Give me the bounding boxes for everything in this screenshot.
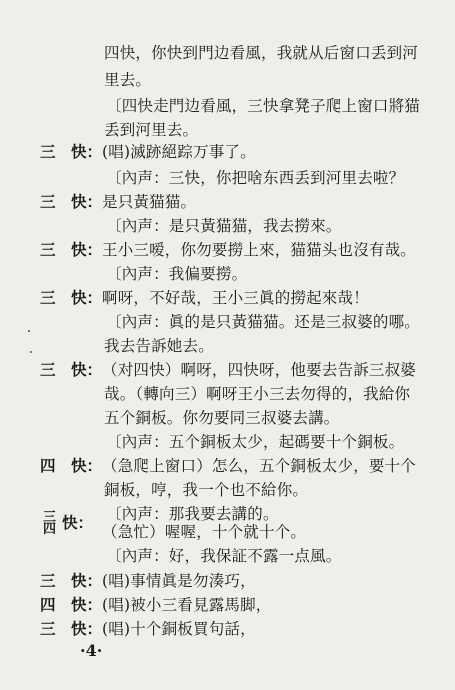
stage-direction: 〔內声：五个銅板太少，起碼要十个銅板。 [106, 433, 405, 451]
speaker-label: 三 快： [40, 571, 103, 590]
speaker-label: 三 快： [40, 288, 103, 307]
scan-speck [30, 351, 32, 353]
dialogue-text: 王小三嗳，你勿要撈上來，猫猫头也沒有哉。 [102, 241, 417, 259]
stacked-speaker-bottom: 四 [43, 522, 57, 537]
dialogue-text: 是只黃猫猫。 [102, 193, 197, 211]
speaker-label: 三 快： [40, 142, 103, 161]
stage-direction: 〔內声：我偏要撈。 [106, 265, 248, 283]
dialogue-text: (唱)滅跡絕踪万事了。 [102, 143, 256, 161]
dialogue-text: 我去告訴她去。 [104, 337, 214, 355]
speaker-label: 三 快： [40, 240, 103, 259]
speaker-label: 三 快： [40, 619, 103, 638]
stage-direction: 〔四快走門边看風，三快拿凳子爬上窗口將猫 [106, 97, 421, 115]
speaker-label: 四 快： [40, 595, 103, 614]
stage-direction: 〔內声：那我要去講的。 [106, 505, 279, 523]
stage-direction: 〔內声：三快，你把啥东西丢到河里去啦？ [106, 169, 405, 187]
stage-direction: 〔內声：好，我保証不露一点風。 [106, 547, 342, 565]
scan-speck [28, 330, 30, 332]
dialogue-text: （急忙）喔喔，十个就十个。 [102, 523, 307, 541]
dialogue-text: (唱)被小三看見露馬脚， [102, 596, 272, 614]
dialogue-text: (唱)十个銅板買句話， [102, 620, 256, 638]
stage-direction: 〔內声：眞的是只黃猫猫。还是三叔婆的哪。 [106, 313, 421, 331]
stacked-speaker-suffix: 快： [62, 513, 94, 532]
dialogue-text: 四快，你快到門边看風，我就从后窗口丢到河 [104, 44, 419, 62]
dialogue-text: 丢到河里去。 [104, 121, 199, 139]
speaker-label: 三 快： [40, 192, 103, 211]
speaker-label: 四 快： [40, 456, 103, 475]
dialogue-text: （对四快）啊呀，四快呀，他要去告訴三叔婆 [102, 361, 417, 379]
stage-direction: 〔內声：是只黃猫猫，我去撈來。 [106, 217, 342, 235]
dialogue-text: 五个銅板。你勿要同三叔婆去講。 [104, 409, 340, 427]
dialogue-text: （急爬上窗口）怎么，五个銅板太少，要十个 [102, 457, 417, 475]
dialogue-text: (唱)事情眞是勿湊巧， [102, 572, 256, 590]
dialogue-text: 里去。 [104, 71, 152, 89]
speaker-label: 三 快： [40, 360, 103, 379]
page-number: ·4· [80, 641, 103, 660]
dialogue-text: 啊呀，不好哉，王小三眞的撈起來哉！ [102, 289, 369, 307]
stacked-speaker-top: 三 [43, 510, 57, 525]
dialogue-text: 銅板，哼，我一个也不給你。 [104, 481, 309, 499]
dialogue-text: 哉。（轉向三）啊呀王小三去勿得的，我給你 [104, 385, 411, 403]
